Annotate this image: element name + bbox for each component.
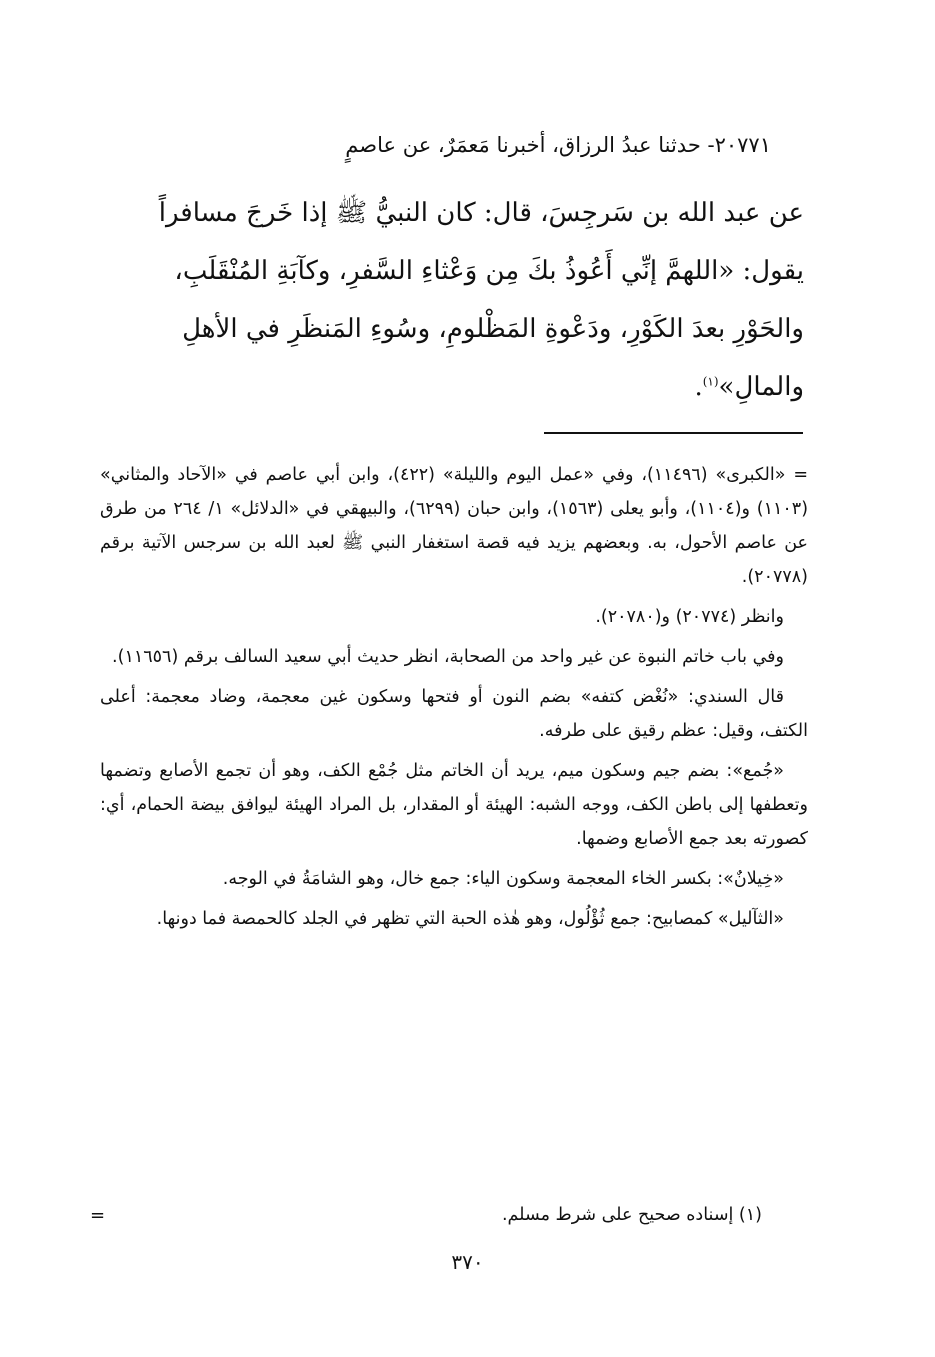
matn-line: يقول: «اللهمَّ إنِّي أَعُوذُ بكَ مِن وَعْثاءِ السَّفرِ، وكآبَةِ المُنْقَلَبِ،	[174, 256, 804, 286]
hadith-matn	[100, 184, 804, 416]
note-paragraph: قال السندي: «نُغْض كتفه» بضم النون أو فتحها وسكون غين معجمة، وضاد معجمة: أعلى الكتف، وقيل: عظم رقيق على طرفه.	[100, 687, 808, 741]
matn-end-dot: .	[694, 372, 703, 402]
hadith-isnad: ٢٠٧٧١- حدثنا عبدُ الرزاق، أخبرنا مَعمَرٌ، عن عاصمٍ	[345, 133, 771, 157]
note-paragraph: «جُمع»: بضم جيم وسكون ميم، يريد أن الخاتم مثل جُمْع الكف، وهو أن تجمع الأصابع وتضمها وتعطفها إلى باطن الكف، ووجه الشبه: الهيئة أو المقدار، بل المراد الهيئة ليوافق بيضة الحمام، أي: كصورته بعد جمع الأصابع وضمها.	[100, 761, 808, 849]
note-paragraph: وفي باب خاتم النبوة عن غير واحد من الصحابة، انظر حديث أبي سعيد السالف برقم (١١٦٥٦).	[112, 647, 784, 667]
note-paragraph: «الثآليل» كمصابيح: جمع ثُؤْلُول، وهو هٰذه الحبة التي تظهر في الجلد كالحمصة فما دونها.	[156, 909, 784, 929]
footnote-1: (١) إسناده صحيح على شرط مسلم.	[501, 1205, 762, 1225]
continuation-marker: =	[90, 1205, 106, 1226]
note-paragraph: = «الكبرى» (١١٤٩٦)، وفي «عمل اليوم والليلة» (٤٢٢)، وابن أبي عاصم في «الآحاد والمثاني» (١١٠٣) و(١١٠٤)، وأبو يعلى (١٥٦٣)، وابن حبان (٦٢٩٩)، والبيهقي في «الدلائل» ١/ ٢٦٤ من طرق عن عاصم الأحول، به. وبعضهم يزيد فيه قصة استغفار النبي ﷺ لعبد الله بن سرجس الآتية برقم (٢٠٧٧٨).	[100, 465, 809, 587]
footnote-divider	[544, 432, 803, 434]
matn-last-text: والمالِ»	[718, 372, 804, 402]
matn-last-line	[694, 358, 804, 416]
page-number: ٣٧٠	[451, 1250, 484, 1274]
matn-line: عن عبد الله بن سَرجِسَ، قال: كان النبيُّ ﷺ إذا خَرجَ مسافراً	[158, 198, 804, 228]
footnotes-block	[100, 458, 808, 942]
note-paragraph: وانظر (٢٠٧٧٤) و(٢٠٧٨٠).	[595, 607, 784, 627]
note-paragraph: «خِيلانٌ»: بكسر الخاء المعجمة وسكون الياء: جمع خال، وهو الشامَةُ في الوجه.	[222, 869, 784, 889]
footnote-reference: (١)	[702, 374, 719, 389]
matn-line: والحَوْرِ بعدَ الكَوْرِ، ودَعْوةِ المَظْلومِ، وسُوءِ المَنظَرِ في الأهلِ	[182, 314, 804, 344]
